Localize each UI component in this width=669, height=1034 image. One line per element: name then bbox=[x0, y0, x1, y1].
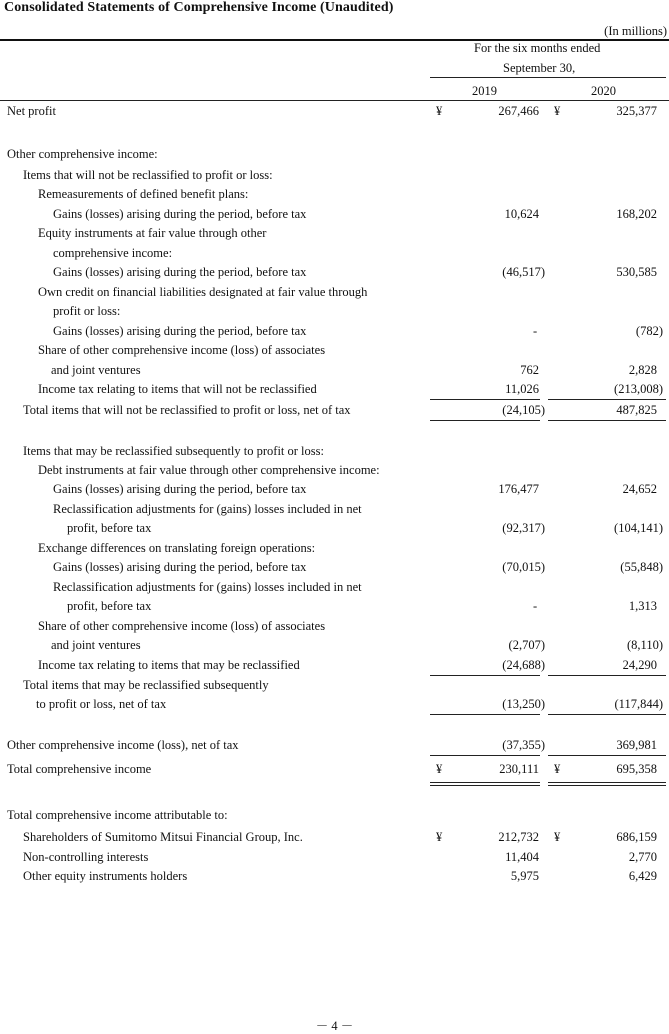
row-label: Items that may be reclassified subsequently to profit or loss: bbox=[23, 444, 324, 458]
double-rule-2019-b bbox=[430, 785, 540, 786]
row-equity-fv-gains bbox=[0, 265, 669, 284]
value-2020: (8,110) bbox=[627, 638, 663, 652]
yen-symbol: ¥ bbox=[554, 762, 561, 776]
total-rule-2020 bbox=[548, 714, 666, 715]
page-title: Consolidated Statements of Comprehensive Income (Unaudited) bbox=[4, 0, 394, 15]
value-2020: 686,159 bbox=[616, 830, 657, 844]
value-2020: 325,377 bbox=[616, 104, 657, 118]
value-2020: 487,825 bbox=[616, 403, 657, 417]
value-2020: (117,844) bbox=[614, 697, 663, 711]
row-label: Other equity instruments holders bbox=[23, 869, 188, 883]
row-label: Total comprehensive income bbox=[7, 762, 152, 776]
yen-symbol: ¥ bbox=[436, 104, 443, 118]
row-own-credit-heading-2 bbox=[0, 304, 669, 323]
row-net-profit bbox=[0, 104, 669, 123]
subtotal-rule-2019 bbox=[430, 755, 540, 756]
units-note: (In millions) bbox=[604, 24, 667, 38]
row-label: comprehensive income: bbox=[53, 246, 173, 260]
row-label: Total items that will not be reclassified to profit or loss, net of tax bbox=[23, 403, 351, 417]
row-total-ci bbox=[0, 762, 669, 781]
row-label: Gains (losses) arising during the period, before tax bbox=[53, 207, 307, 221]
row-oci-heading bbox=[0, 147, 669, 166]
column-header-2020: 2020 bbox=[591, 84, 616, 98]
row-own-credit-gains bbox=[0, 324, 669, 343]
row-share-assoc-1 bbox=[0, 363, 669, 382]
row-label: Own credit on financial liabilities designated at fair value through bbox=[38, 285, 368, 299]
row-label: Remeasurements of defined benefit plans: bbox=[38, 187, 249, 201]
row-label: Total items that may be reclassified subsequently bbox=[23, 678, 269, 692]
row-share-assoc-2-line1 bbox=[0, 619, 669, 638]
period-header-line1: For the six months ended bbox=[474, 41, 601, 55]
row-remeasure-heading bbox=[0, 187, 669, 206]
yen-symbol: ¥ bbox=[436, 762, 443, 776]
subtotal-rule-2020 bbox=[548, 675, 666, 676]
row-label: Gains (losses) arising during the period, before tax bbox=[53, 265, 307, 279]
row-attrib-nci bbox=[0, 850, 669, 869]
row-label: Share of other comprehensive income (loss) of associates bbox=[38, 343, 326, 357]
value-2019: (37,355) bbox=[502, 738, 545, 752]
total-rule-2020 bbox=[548, 420, 666, 421]
row-label: and joint ventures bbox=[51, 363, 141, 377]
yen-symbol: ¥ bbox=[554, 830, 561, 844]
value-2020: 2,770 bbox=[628, 850, 657, 864]
value-2020: (213,008) bbox=[614, 382, 663, 396]
value-2019: (46,517) bbox=[502, 265, 545, 279]
row-label: Total comprehensive income attributable to: bbox=[7, 808, 228, 822]
row-label: Equity instruments at fair value through other bbox=[38, 226, 267, 240]
row-label: Gains (losses) arising during the period, before tax bbox=[53, 482, 307, 496]
value-2019: (24,688) bbox=[502, 658, 545, 672]
row-fx-reclass-line1 bbox=[0, 580, 669, 599]
header-bottom-rule bbox=[0, 100, 669, 101]
value-2019: 11,026 bbox=[505, 382, 539, 396]
row-equity-fv-heading-2 bbox=[0, 246, 669, 265]
row-label: Gains (losses) arising during the period, before tax bbox=[53, 560, 307, 574]
period-rule bbox=[430, 77, 666, 78]
page-number: － 4 － bbox=[315, 1019, 354, 1033]
value-2020: 695,358 bbox=[616, 762, 657, 776]
row-label: profit or loss: bbox=[53, 304, 121, 318]
value-2019: 212,732 bbox=[498, 830, 539, 844]
row-label: profit, before tax bbox=[67, 521, 152, 535]
value-2020: 369,981 bbox=[616, 738, 657, 752]
value-2019: 762 bbox=[520, 363, 539, 377]
row-attrib-other-equity bbox=[0, 869, 669, 888]
value-2019: (92,317) bbox=[502, 521, 545, 535]
row-attrib-shareholders bbox=[0, 830, 669, 849]
row-share-assoc-1-line1 bbox=[0, 343, 669, 362]
row-own-credit-heading-1 bbox=[0, 285, 669, 304]
value-2019: 10,624 bbox=[504, 207, 539, 221]
row-equity-fv-heading-1 bbox=[0, 226, 669, 245]
row-fx-heading bbox=[0, 541, 669, 560]
value-2020: 530,585 bbox=[616, 265, 657, 279]
row-label: Items that will not be reclassified to profit or loss: bbox=[23, 168, 273, 182]
subtotal-rule-2020 bbox=[548, 399, 666, 400]
row-debt-reclass bbox=[0, 521, 669, 540]
row-fx-reclass bbox=[0, 599, 669, 618]
row-debt-fv-heading bbox=[0, 463, 669, 482]
yen-symbol: ¥ bbox=[436, 830, 443, 844]
value-2019: (2,707) bbox=[508, 638, 545, 652]
value-2019: (24,105) bbox=[502, 403, 545, 417]
value-2019: (70,015) bbox=[502, 560, 545, 574]
value-2020: 24,290 bbox=[622, 658, 657, 672]
yen-symbol: ¥ bbox=[554, 104, 561, 118]
value-2019: - bbox=[533, 324, 538, 338]
subtotal-rule-2019 bbox=[430, 399, 540, 400]
row-total-may-reclass-line1 bbox=[0, 678, 669, 697]
row-label: Shareholders of Sumitomo Mitsui Financial Group, Inc. bbox=[23, 830, 303, 844]
value-2020: 2,828 bbox=[628, 363, 657, 377]
row-may-reclass-heading bbox=[0, 444, 669, 463]
row-label: to profit or loss, net of tax bbox=[36, 697, 167, 711]
value-2019: 11,404 bbox=[505, 850, 539, 864]
column-header-2019: 2019 bbox=[472, 84, 497, 98]
row-label: Net profit bbox=[7, 104, 56, 118]
value-2020: (55,848) bbox=[620, 560, 663, 574]
total-rule-2019 bbox=[430, 714, 540, 715]
value-2020: 6,429 bbox=[628, 869, 657, 883]
row-remeasure-gains bbox=[0, 207, 669, 226]
value-2019: 176,477 bbox=[498, 482, 539, 496]
row-debt-fv-gains bbox=[0, 482, 669, 501]
row-label: Income tax relating to items that will not be reclassified bbox=[38, 382, 317, 396]
row-label: Gains (losses) arising during the period, before tax bbox=[53, 324, 307, 338]
row-label: Share of other comprehensive income (loss) of associates bbox=[38, 619, 326, 633]
row-label: Reclassification adjustments for (gains) losses included in net bbox=[53, 502, 362, 516]
row-label: Non-controlling interests bbox=[23, 850, 149, 864]
value-2019: (13,250) bbox=[502, 697, 545, 711]
value-2020: (782) bbox=[635, 324, 663, 338]
row-label: Exchange differences on translating foreign operations: bbox=[38, 541, 316, 555]
row-not-reclass-heading bbox=[0, 168, 669, 187]
row-label: profit, before tax bbox=[67, 599, 152, 613]
row-label: Other comprehensive income (loss), net of tax bbox=[7, 738, 239, 752]
row-label: Debt instruments at fair value through other comprehensive income: bbox=[38, 463, 380, 477]
row-fx-gains bbox=[0, 560, 669, 579]
value-2020: 24,652 bbox=[622, 482, 657, 496]
row-label: Reclassification adjustments for (gains) losses included in net bbox=[53, 580, 362, 594]
row-attrib-heading bbox=[0, 808, 669, 827]
value-2020: (104,141) bbox=[614, 521, 663, 535]
total-rule-2019 bbox=[430, 420, 540, 421]
double-rule-2019-a bbox=[430, 782, 540, 783]
subtotal-rule-2019 bbox=[430, 675, 540, 676]
value-2020: 1,313 bbox=[628, 599, 657, 613]
period-header-line2: September 30, bbox=[503, 61, 576, 75]
row-label: and joint ventures bbox=[51, 638, 141, 652]
row-share-assoc-2 bbox=[0, 638, 669, 657]
value-2020: 168,202 bbox=[616, 207, 657, 221]
row-debt-reclass-line1 bbox=[0, 502, 669, 521]
value-2019: 5,975 bbox=[510, 869, 539, 883]
subtotal-rule-2020 bbox=[548, 755, 666, 756]
value-2019: 230,111 bbox=[499, 762, 539, 776]
row-label: Other comprehensive income: bbox=[7, 147, 158, 161]
value-2019: - bbox=[533, 599, 538, 613]
double-rule-2020-b bbox=[548, 785, 666, 786]
row-label: Income tax relating to items that may be reclassified bbox=[38, 658, 300, 672]
double-rule-2020-a bbox=[548, 782, 666, 783]
value-2019: 267,466 bbox=[498, 104, 539, 118]
